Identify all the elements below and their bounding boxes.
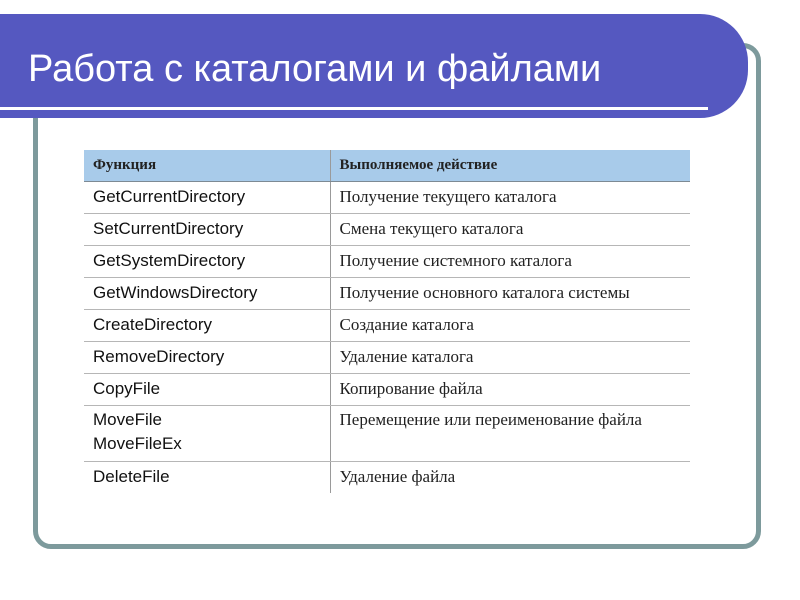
table-header-row (84, 150, 690, 181)
functions-table (84, 150, 690, 493)
action-cell: Получение основного каталога системы (330, 277, 690, 309)
slide-title: Работа с каталогами и файлами (28, 48, 602, 90)
header-function: Функция (84, 150, 330, 181)
function-cell: GetCurrentDirectory (84, 181, 330, 213)
table-row (84, 213, 690, 245)
table-row (84, 341, 690, 373)
function-cell: SetCurrentDirectory (84, 213, 330, 245)
action-cell: Создание каталога (330, 309, 690, 341)
table-row (84, 461, 690, 493)
header-action: Выполняемое действие (330, 150, 690, 181)
function-cell: GetSystemDirectory (84, 245, 330, 277)
function-cell: CopyFile (84, 373, 330, 405)
table-row (84, 309, 690, 341)
action-cell: Копирование файла (330, 373, 690, 405)
function-cell: DeleteFile (84, 461, 330, 493)
table-row (84, 277, 690, 309)
function-cell: CreateDirectory (84, 309, 330, 341)
table-row (84, 373, 690, 405)
table-row (84, 405, 690, 461)
action-cell: Получение текущего каталога (330, 181, 690, 213)
function-cell: RemoveDirectory (84, 341, 330, 373)
action-cell: Перемещение или переименование файла (330, 405, 690, 461)
action-cell: Удаление каталога (330, 341, 690, 373)
action-cell: Смена текущего каталога (330, 213, 690, 245)
function-cell: MoveFile MoveFileEx (84, 405, 330, 461)
function-cell: GetWindowsDirectory (84, 277, 330, 309)
action-cell: Удаление файла (339, 467, 456, 487)
action-cell: Получение системного каталога (330, 245, 690, 277)
table-row (84, 181, 690, 213)
table-row (84, 245, 690, 277)
title-underline (0, 107, 708, 110)
title-bar (0, 14, 748, 118)
